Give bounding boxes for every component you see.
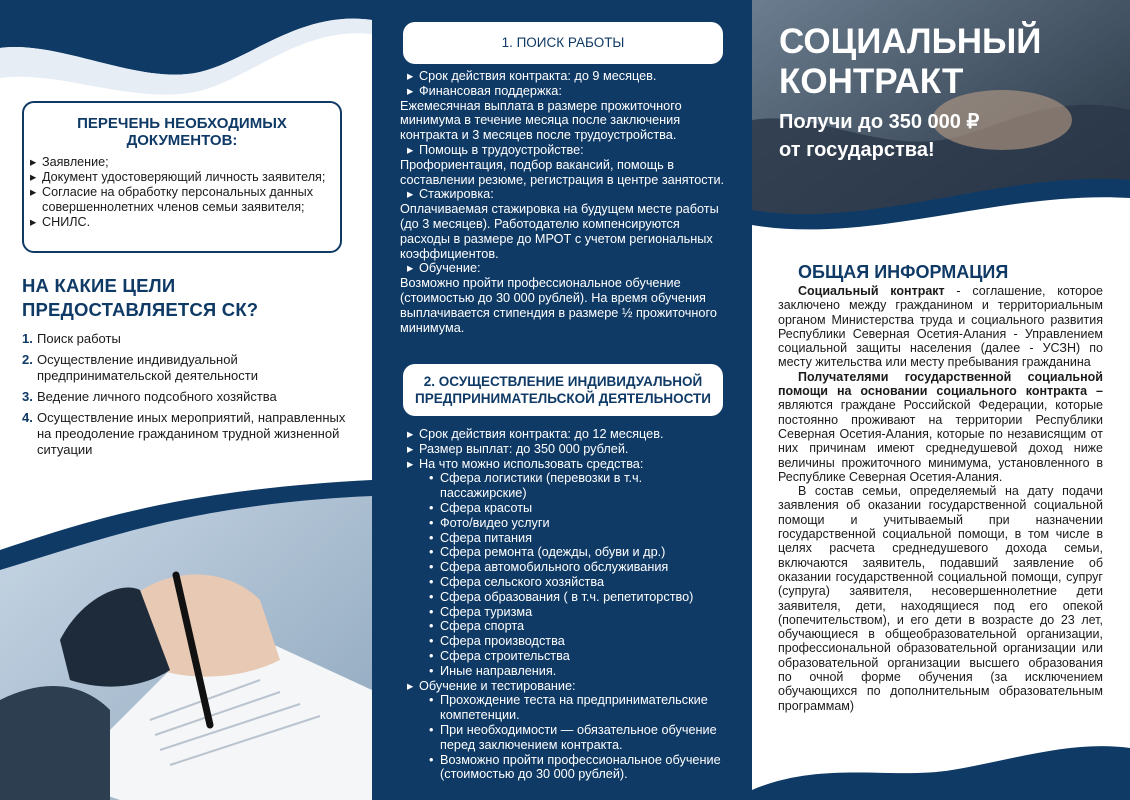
- section-entrepreneurship-header: 2. ОСУЩЕСТВЛЕНИЕ ИНДИВИДУАЛЬНОЙ ПРЕДПРИНИМАТЕЛЬСКОЙ ДЕЯТЕЛЬНОСТИ: [403, 364, 723, 416]
- section-sub-item: • Сфера ремонта (одежды, обуви и др.): [400, 545, 730, 560]
- goals-item: [22, 410, 362, 458]
- documents-box: [22, 101, 342, 253]
- section-paragraph: Профориентация, подбор вакансий, помощь в составлении резюме, регистрация в центре занятости.: [400, 157, 725, 187]
- section-sub-item: • Сфера логистики (перевозки в т.ч. пассажирские): [400, 471, 730, 501]
- goals-list: [22, 331, 362, 463]
- section-sub-item: • Сфера образования ( в т.ч. репетиторство): [400, 590, 730, 605]
- section-sub-item: • Фото/видео услуги: [400, 516, 730, 531]
- goals-item-text: Поиск работы: [37, 331, 121, 346]
- info-bold-term: Получателями государственной социальной помощи на основании социального контракта –: [778, 369, 1103, 399]
- section-sub-item: • Иные направления.: [400, 664, 730, 679]
- section-bullet: ▸ Обучение и тестирование:: [400, 679, 730, 694]
- section-bullet: ▸ Срок действия контракта: до 9 месяцев.: [400, 69, 730, 84]
- section-sub-item: • Сфера питания: [400, 531, 730, 546]
- section-bullet: ▸ На что можно использовать средства:: [400, 457, 730, 472]
- section-entrepreneurship-body: [400, 427, 730, 782]
- left-panel: [0, 0, 372, 800]
- general-info-paragraph: [778, 370, 1103, 484]
- documents-item: ▸ Заявление;: [30, 155, 334, 170]
- section-paragraph: Ежемесячная выплата в размере прожиточного минимума в течение месяца после заключения контракта и 3 месяцев после трудоустройства.: [400, 98, 682, 143]
- goals-item-number: 2.: [22, 352, 33, 367]
- section-sub-item: • Сфера автомобильного обслуживания: [400, 560, 730, 575]
- info-text: являются граждане Российской Федерации, которые постоянно проживают на территории Республики Северная Осетия-Алания, которые по независящим от них причинам имеют среднедушевой доход ниже величины прожиточного минимума, установленного в Республике Северная Осетия-Алания.: [778, 398, 1103, 484]
- section-sub-item: • Прохождение теста на предпринимательские компетенции.: [400, 693, 730, 723]
- section-job-search-body: [400, 69, 730, 335]
- section-sub-item: • Возможно пройти профессиональное обучение (стоимостью до 30 000 рублей).: [400, 753, 730, 783]
- hero-subtitle-line: Получи до 350 000 ₽: [779, 111, 980, 133]
- hero-subtitle-line: от государства!: [779, 139, 935, 161]
- documents-title: ПЕРЕЧЕНЬ НЕОБХОДИМЫХ ДОКУМЕНТОВ:: [77, 115, 287, 149]
- section-sub-item: • Сфера производства: [400, 634, 730, 649]
- documents-list: [30, 155, 334, 230]
- section-bullet: ▸ Помощь в трудоустройстве:: [400, 143, 730, 158]
- hero-title: [779, 22, 1041, 102]
- goals-title: НА КАКИЕ ЦЕЛИ ПРЕДОСТАВЛЯЕТСЯ СК?: [22, 275, 259, 320]
- section-bullet: ▸ Срок действия контракта: до 12 месяцев.: [400, 427, 730, 442]
- section-paragraph: Оплачиваемая стажировка на будущем месте работы (до 3 месяцев). Работодателю компенсируются расходы в размере до МРОТ с учетом региональных коэффициентов.: [400, 202, 719, 261]
- goals-item: [22, 389, 362, 405]
- section-bullet: ▸ Финансовая поддержка:: [400, 84, 730, 99]
- signing-document-photo: [0, 480, 372, 800]
- section-sub-item: • Сфера строительства: [400, 649, 730, 664]
- middle-panel: [372, 0, 752, 800]
- goals-item: [22, 352, 362, 384]
- general-info-title: ОБЩАЯ ИНФОРМАЦИЯ: [798, 262, 1009, 282]
- hero-title-line: СОЦИАЛЬНЫЙ: [779, 22, 1042, 61]
- section-sub-item: • Сфера спорта: [400, 619, 730, 634]
- goals-item-text: Ведение личного подсобного хозяйства: [37, 389, 277, 404]
- hero-title-line: КОНТРАКТ: [779, 62, 964, 101]
- general-info-paragraph: [778, 284, 1103, 370]
- section-sub-item: • При необходимости — обязательное обучение перед заключением контракта.: [400, 723, 730, 753]
- section-paragraph: Возможно пройти профессиональное обучение (стоимостью до 30 000 рублей). На время обучения выплачивается стипендия в размере ½ прожиточного минимума.: [400, 276, 717, 335]
- section-bullet: ▸ Стажировка:: [400, 187, 730, 202]
- section-sub-item: • Сфера красоты: [400, 501, 730, 516]
- hero-banner: [752, 0, 1130, 250]
- hero-subtitle: [779, 108, 1099, 164]
- right-panel: [752, 0, 1130, 800]
- documents-item: ▸ СНИЛС.: [30, 215, 334, 230]
- goals-item-number: 4.: [22, 410, 33, 425]
- documents-item: ▸ Документ удостоверяющий личность заявителя;: [30, 170, 334, 185]
- goals-item-text: Осуществление индивидуальной предпринимательской деятельности: [37, 352, 258, 383]
- goals-item-number: 1.: [22, 331, 33, 346]
- general-info-paragraph: В состав семьи, определяемый на дату подачи заявления об оказании государственной социальной помощи и учитываемый при назначении государственной социальной помощи, в том числе в целях расчета среднедушевого дохода семьи, включаются заявитель, подавший заявление об оказании государственной социальной помощи, супруг (супруга) заявителя, несовершеннолетние дети заявителя, дети, находящиеся под его опекой (попечительством), и его дети в возрасте до 23 лет, обучающиеся в общеобразовательной организации, профессиональной образовательной организации или образовательной организации высшего образования по очной форме обучения (за исключением обучающихся по дополнительным образовательным программам): [778, 484, 1103, 713]
- top-wave-decoration: [0, 0, 372, 110]
- section-job-search-header: 1. ПОИСК РАБОТЫ: [403, 22, 723, 64]
- info-bold-term: Социальный контракт: [798, 284, 945, 298]
- section-sub-item: • Сфера сельского хозяйства: [400, 575, 730, 590]
- goals-item-number: 3.: [22, 389, 33, 404]
- general-info-body: [778, 284, 1103, 713]
- section-sub-item: • Сфера туризма: [400, 605, 730, 620]
- goals-item-text: Осуществление иных мероприятий, направленных на преодоление гражданином трудной жизненной ситуации: [37, 410, 346, 457]
- info-text: - соглашение, которое заключено между гражданином и территориальным органом Министерства труда и социального развития Республики Северная Осетия-Алания - Управлением социальной защиты населения (далее - УСЗН) по месту жительства или месту пребывания гражданина: [778, 284, 1103, 370]
- section-bullet: ▸ Обучение:: [400, 261, 730, 276]
- goals-item: [22, 331, 362, 347]
- section-bullet: ▸ Размер выплат: до 350 000 рублей.: [400, 442, 730, 457]
- documents-item: ▸ Согласие на обработку персональных данных совершеннолетних членов семьи заявителя;: [30, 185, 334, 215]
